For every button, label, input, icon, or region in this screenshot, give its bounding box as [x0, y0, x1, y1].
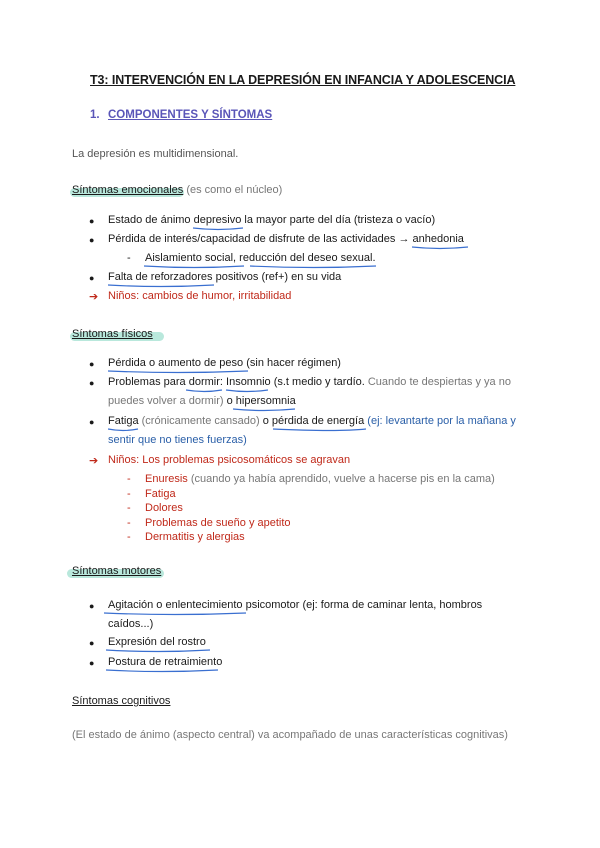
heading-emocionales: Síntomas emocionales (es como el núcleo) — [72, 184, 283, 196]
heading-cognitivos: Síntomas cognitivos — [72, 695, 171, 707]
list-item: Pérdida de interés/capacidad de disfrute de las actividades → anhedonia — [108, 233, 464, 245]
list-item: Falta de reforzadores positivos (ref+) en su vida — [108, 271, 342, 283]
arrow-icon: ➔ — [89, 455, 99, 467]
squiggle-underline — [233, 407, 295, 412]
squiggle-underline — [108, 283, 214, 288]
bullet-icon: ● — [89, 216, 95, 226]
sub-item: Problemas de sueño y apetito — [145, 517, 291, 529]
list-item-continued: sentir que no tienes fuerzas) — [108, 434, 247, 446]
sub-item: Dermatitis y alergias — [145, 531, 245, 543]
sub-item: Dolores — [145, 502, 183, 514]
dash-icon: - — [127, 473, 131, 485]
list-item-continued: caídos...) — [108, 618, 154, 630]
list-item: Expresión del rostro — [108, 636, 206, 648]
bullet-icon: ● — [89, 658, 95, 668]
list-item: Estado de ánimo depresivo la mayor parte del día (tristeza o vacío) — [108, 214, 436, 226]
dash-icon: - — [127, 252, 131, 264]
bullet-icon: ● — [89, 235, 95, 245]
list-item: Agitación o enlentecimiento psicomotor (ej: forma de caminar lenta, hombros — [108, 599, 483, 611]
squiggle-underline — [144, 264, 376, 269]
intro-text: La depresión es multidimensional. — [72, 148, 239, 160]
list-item-continued: puedes volver a dormir) o hipersomnia — [108, 395, 296, 407]
bullet-icon: ● — [89, 359, 95, 369]
squiggle-underline — [106, 648, 210, 653]
list-item: Postura de retraimiento — [108, 656, 223, 668]
ninos-note: Niños: cambios de humor, irritabilidad — [108, 290, 292, 302]
dash-icon: - — [127, 517, 131, 529]
list-item: Problemas para dormir: Insomnio (s.t medio y tardío. Cuando te despiertas y ya no — [108, 376, 511, 388]
sub-item: Enuresis (cuando ya había aprendido, vuelve a hacerse pis en la cama) — [145, 473, 495, 485]
squiggle-underline — [106, 668, 218, 673]
squiggle-underline — [193, 226, 243, 231]
dash-icon: - — [127, 502, 131, 514]
arrow-icon: ➔ — [89, 291, 99, 303]
bullet-icon: ● — [89, 378, 95, 388]
section-number: 1. — [90, 109, 100, 121]
bullet-icon: ● — [89, 638, 95, 648]
sub-item: Fatiga — [145, 488, 176, 500]
list-item: Fatiga (crónicamente cansado) o pérdida de energía (ej: levantarte por la mañana y — [108, 415, 516, 427]
squiggle-underline — [186, 388, 268, 393]
squiggle-underline — [412, 245, 468, 250]
section-title: COMPONENTES Y SÍNTOMAS — [108, 109, 273, 121]
bullet-icon: ● — [89, 601, 95, 611]
list-item: Pérdida o aumento de peso (sin hacer régimen) — [108, 357, 341, 369]
dash-icon: - — [127, 488, 131, 500]
dash-icon: - — [127, 531, 131, 543]
bullet-icon: ● — [89, 273, 95, 283]
cognitivos-note: (El estado de ánimo (aspecto central) va acompañado de unas características cognitivas) — [72, 729, 508, 741]
ninos-note: Niños: Los problemas psicosomáticos se agravan — [108, 454, 351, 466]
heading-fisicos: Síntomas físicos — [72, 328, 153, 340]
bullet-icon: ● — [89, 417, 95, 427]
heading-motores: Síntomas motores — [72, 565, 162, 577]
sub-item: Aislamiento social, reducción del deseo sexual. — [145, 252, 376, 264]
page-title: T3: INTERVENCIÓN EN LA DEPRESIÓN EN INFANCIA Y ADOLESCENCIA — [90, 73, 516, 87]
squiggle-underline — [108, 369, 248, 374]
squiggle-underline — [104, 611, 246, 616]
squiggle-underline — [108, 427, 366, 432]
